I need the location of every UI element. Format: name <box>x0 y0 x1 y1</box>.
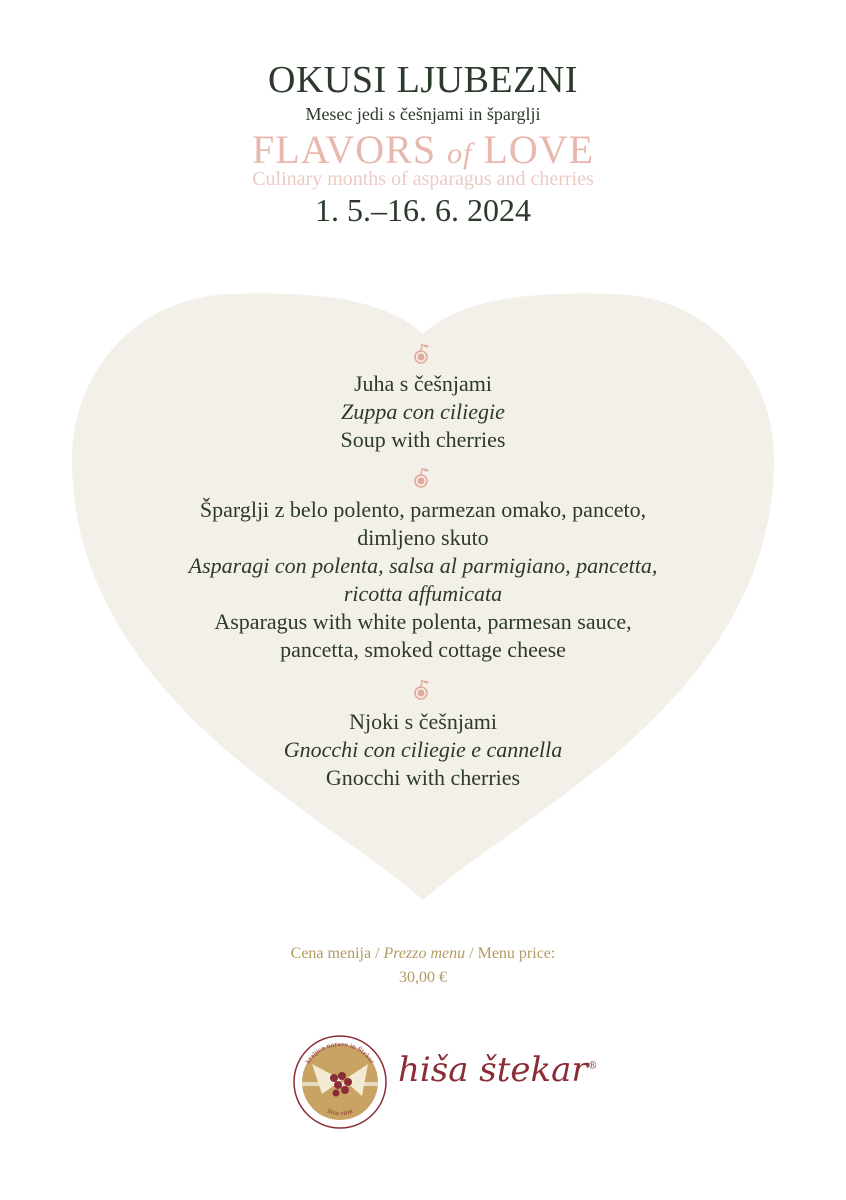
course-2-italian-line-2: ricotta affumicata <box>343 581 503 606</box>
title-english-b: LOVE <box>472 127 595 172</box>
course-2-slovene-line-2: dimljeno skuto <box>357 525 489 550</box>
title-slovene: OKUSI LJUBEZNI <box>268 59 578 101</box>
course-3 <box>0 708 846 792</box>
cherry-icon <box>411 678 433 700</box>
price-label-italian: Prezzo menu <box>383 945 466 962</box>
course-3-slovene: Njoki s češnjami <box>349 709 497 734</box>
course-2-english-line-2: pancetta, smoked cottage cheese <box>280 637 566 662</box>
subtitle-english: Culinary months of asparagus and cherries <box>252 168 594 190</box>
menu-price-label <box>0 942 846 966</box>
course-1-english: Soup with cherries <box>340 427 506 452</box>
course-1 <box>0 370 846 454</box>
course-3-italian: Gnocchi con ciliegie e cannella <box>283 737 563 762</box>
course-2 <box>0 496 846 664</box>
hisa-stekar-logo <box>292 1034 388 1130</box>
event-dates: 1. 5.–16. 6. 2024 <box>315 192 531 228</box>
brand-text: hiša štekar <box>398 1050 588 1090</box>
course-2-slovene-line-1: Šparglji z belo polento, parmezan omako, panceto, <box>199 497 647 522</box>
title-english-of: of <box>447 137 473 170</box>
logo-ring-top-text: kraljica narave in Štekar <box>304 1040 376 1066</box>
brand-name <box>398 1050 598 1090</box>
course-1-slovene: Juha s češnjami <box>353 371 493 396</box>
course-2-italian-line-1: Asparagi con polenta, salsa al parmigiano, pancetta, <box>188 553 658 578</box>
logo-ring-bottom-text: živa vina <box>326 1107 354 1118</box>
cherry-icon <box>411 342 433 364</box>
menu-price <box>0 942 846 990</box>
cherry-icon <box>411 466 433 488</box>
course-1-italian: Zuppa con ciliegie <box>341 399 505 424</box>
price-label-slovene: Cena menija / <box>290 945 384 962</box>
price-label-english: / Menu price: <box>465 945 556 962</box>
title-english-a: FLAVORS <box>251 127 448 172</box>
course-2-english-line-1: Asparagus with white polenta, parmesan sauce, <box>214 609 632 634</box>
subtitle-slovene: Mesec jedi s češnjami in šparglji <box>305 104 541 124</box>
course-3-english: Gnocchi with cherries <box>325 765 521 790</box>
menu-price-value: 30,00 € <box>399 969 447 986</box>
registered-mark: ® <box>587 1060 598 1072</box>
